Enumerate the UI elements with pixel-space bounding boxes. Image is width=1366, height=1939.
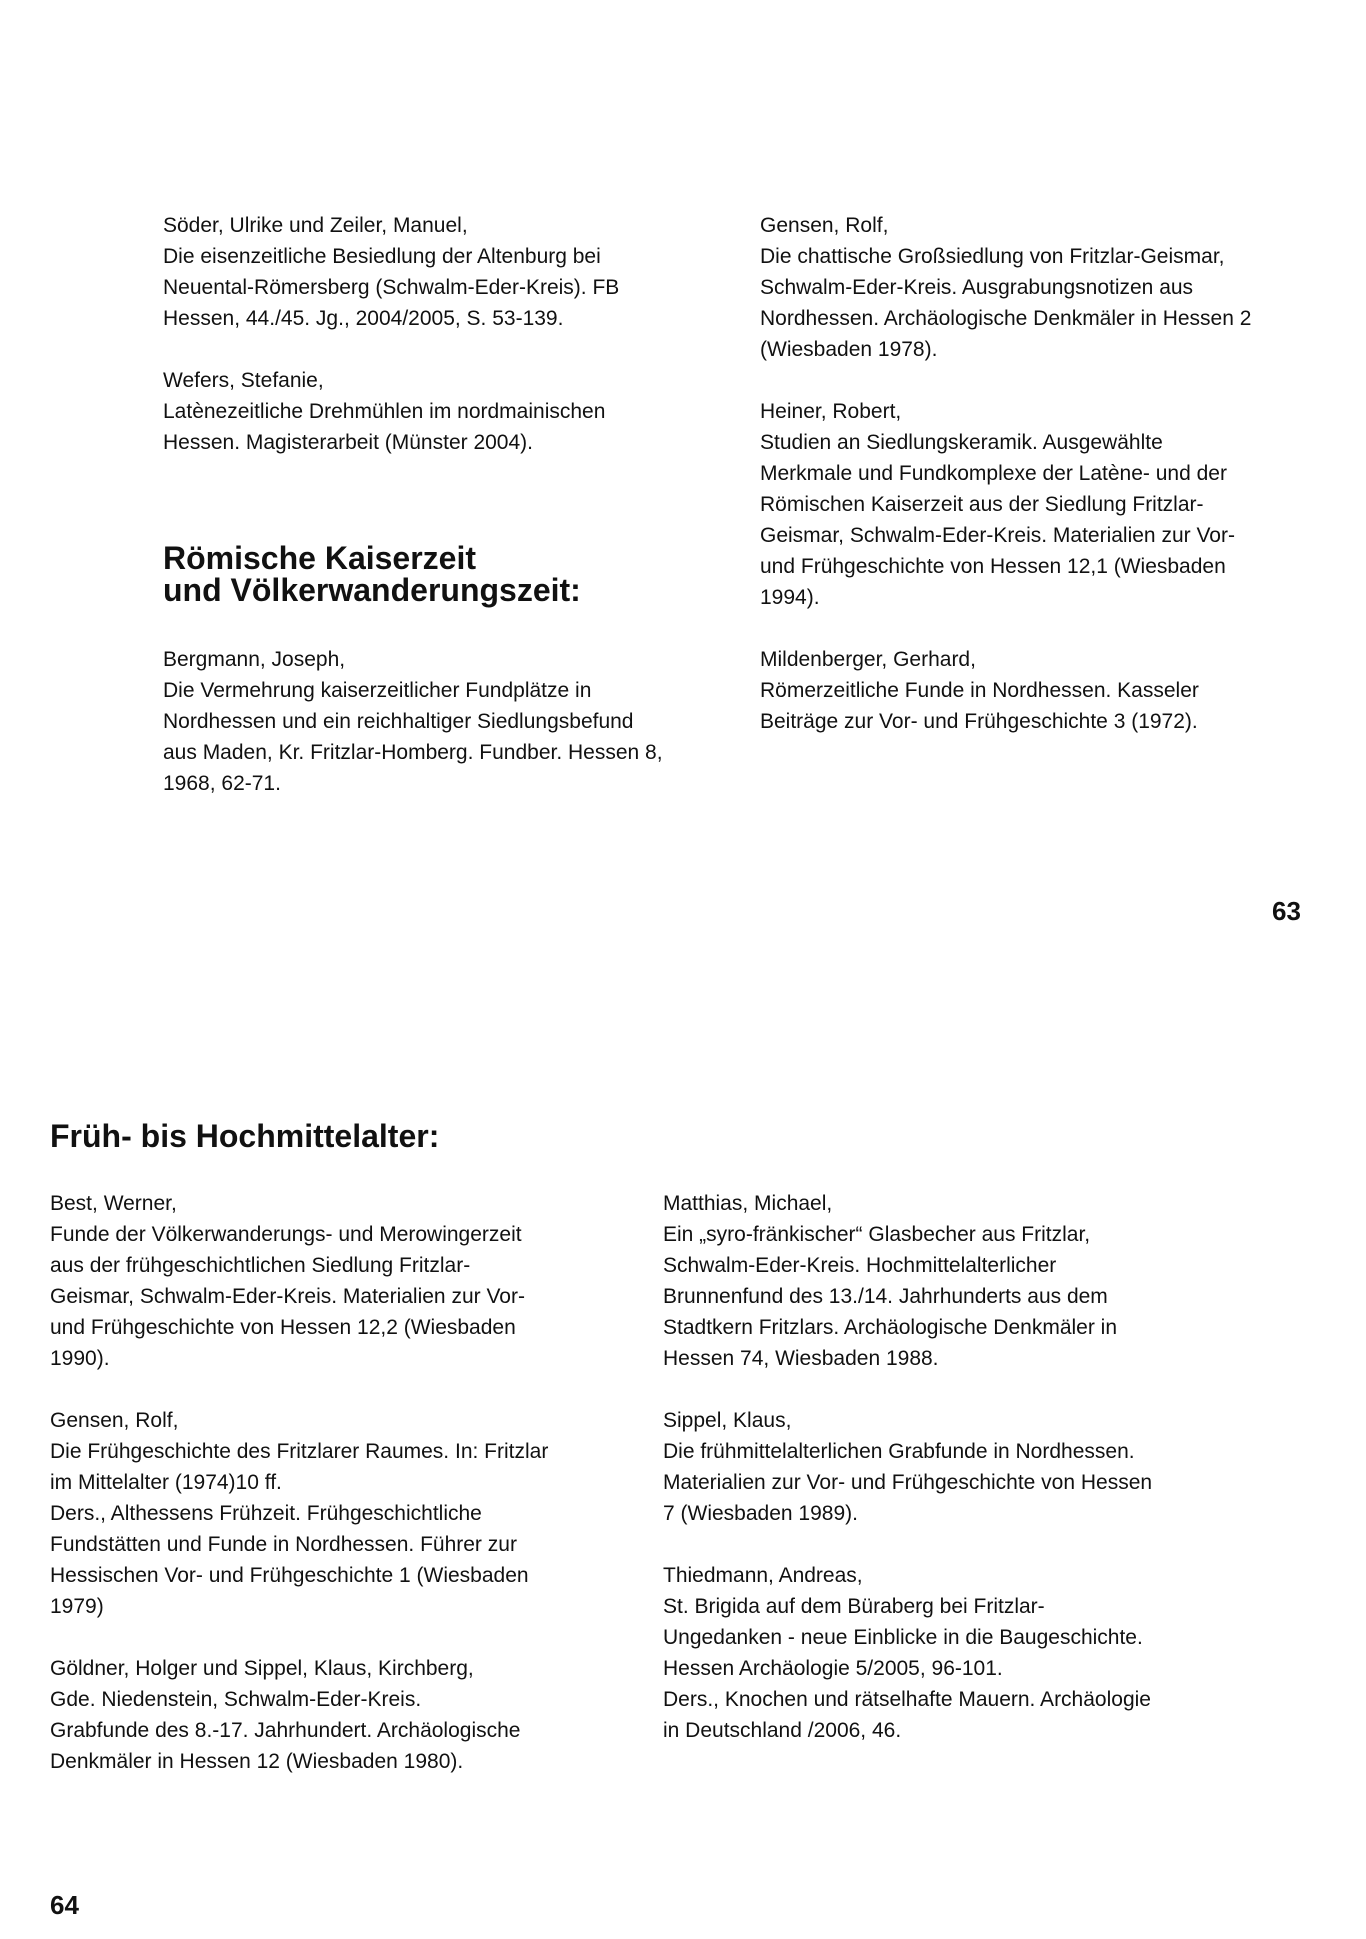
top-page-left-column-section [163, 644, 723, 830]
entry-line: Schwalm-Eder-Kreis. Ausgrabungsnotizen aus [760, 276, 1194, 299]
entry-line: aus Maden, Kr. Fritzlar-Homberg. Fundber. Hessen 8, [163, 741, 663, 764]
bibliography-entry-mildenberger [760, 644, 1320, 737]
entry-line: aus der frühgeschichtlichen Siedlung Fritzlar- [50, 1254, 471, 1277]
bibliography-entry-thiedmann [663, 1560, 1243, 1746]
bibliography-entry-best [50, 1188, 630, 1374]
top-page-left-column [163, 210, 723, 489]
entry-author: Mildenberger, Gerhard, [760, 648, 976, 671]
entry-line: und Frühgeschichte von Hessen 12,2 (Wiesbaden [50, 1316, 516, 1339]
entry-line: in Deutschland /2006, 46. [663, 1719, 902, 1742]
page-number: 63 [1272, 896, 1301, 926]
section-heading-roman-period [163, 542, 723, 606]
entry-line: Geismar, Schwalm-Eder-Kreis. Materialien zur Vor- [760, 524, 1235, 547]
entry-line: 7 (Wiesbaden 1989). [663, 1502, 858, 1525]
entry-line: Stadtkern Fritzlars. Archäologische Denkmäler in [663, 1316, 1118, 1339]
entry-line: St. Brigida auf dem Büraberg bei Fritzlar- [663, 1595, 1045, 1618]
entry-line: 1994). [760, 586, 820, 609]
entry-line: Römischen Kaiserzeit aus der Siedlung Fritzlar- [760, 493, 1204, 516]
section-heading-line: und Völkerwanderungszeit: [163, 572, 581, 608]
entry-line: 1968, 62-71. [163, 772, 281, 795]
entry-line: Ungedanken - neue Einblicke in die Baugeschichte. [663, 1626, 1143, 1649]
entry-author: Göldner, Holger und Sippel, Klaus, Kirchberg, [50, 1657, 474, 1680]
entry-line: Die chattische Großsiedlung von Fritzlar-Geismar, [760, 245, 1225, 268]
top-page-right-column [760, 210, 1320, 768]
entry-author: Sippel, Klaus, [663, 1409, 792, 1432]
entry-line: Nordhessen und ein reichhaltiger Siedlungsbefund [163, 710, 634, 733]
entry-line: Schwalm-Eder-Kreis. Hochmittelalterlicher [663, 1254, 1057, 1277]
entry-line: Studien an Siedlungskeramik. Ausgewählte [760, 431, 1163, 454]
entry-line: Merkmale und Fundkomplexe der Latène- und der [760, 462, 1227, 485]
bottom-page-right-column [663, 1188, 1243, 1777]
section-heading-medieval [50, 1120, 750, 1152]
entry-line: im Mittelalter (1974)10 ff. [50, 1471, 282, 1494]
entry-line: Materialien zur Vor- und Frühgeschichte von Hessen [663, 1471, 1153, 1494]
section-heading-line: Früh- bis Hochmittelalter: [50, 1118, 440, 1154]
bibliography-entry-soeder [163, 210, 723, 334]
entry-line: Ders., Althessens Frühzeit. Frühgeschichtliche [50, 1502, 482, 1525]
entry-line: Ders., Knochen und rätselhafte Mauern. Archäologie [663, 1688, 1151, 1711]
entry-line: Neuental-Römersberg (Schwalm-Eder-Kreis). FB [163, 276, 620, 299]
entry-line: Fundstätten und Funde in Nordhessen. Führer zur [50, 1533, 517, 1556]
entry-author: Wefers, Stefanie, [163, 369, 324, 392]
bibliography-entry-heiner [760, 396, 1320, 613]
entry-line: Funde der Völkerwanderungs- und Merowingerzeit [50, 1223, 522, 1246]
entry-line: 1990). [50, 1347, 110, 1370]
bibliography-entry-gensen-1974 [50, 1405, 630, 1622]
bottom-page-left-column [50, 1188, 630, 1808]
entry-line: Hessen Archäologie 5/2005, 96-101. [663, 1657, 1003, 1680]
entry-line: Ein „syro-fränkischer“ Glasbecher aus Fritzlar, [663, 1223, 1091, 1246]
section-heading-line: Römische Kaiserzeit [163, 540, 477, 576]
bibliography-entry-goeldner [50, 1653, 630, 1777]
entry-line: Die Vermehrung kaiserzeitlicher Fundplätze in [163, 679, 592, 702]
entry-line: Gde. Niedenstein, Schwalm-Eder-Kreis. [50, 1688, 422, 1711]
entry-author: Matthias, Michael, [663, 1192, 833, 1215]
entry-author: Heiner, Robert, [760, 400, 902, 423]
entry-line: 1979) [50, 1595, 104, 1618]
entry-line: Hessen. Magisterarbeit (Münster 2004). [163, 431, 533, 454]
entry-line: Grabfunde des 8.-17. Jahrhundert. Archäologische [50, 1719, 521, 1742]
entry-line: und Frühgeschichte von Hessen 12,1 (Wiesbaden [760, 555, 1226, 578]
entry-author: Thiedmann, Andreas, [663, 1564, 863, 1587]
entry-line: (Wiesbaden 1978). [760, 338, 938, 361]
entry-line: Hessen, 44./45. Jg., 2004/2005, S. 53-139. [163, 307, 564, 330]
bibliography-entry-matthias [663, 1188, 1243, 1374]
bibliography-entry-bergmann [163, 644, 723, 799]
entry-author: Gensen, Rolf, [50, 1409, 179, 1432]
entry-line: Beiträge zur Vor- und Frühgeschichte 3 (1972). [760, 710, 1198, 733]
entry-line: Denkmäler in Hessen 12 (Wiesbaden 1980). [50, 1750, 464, 1773]
entry-line: Die Frühgeschichte des Fritzlarer Raumes. In: Fritzlar [50, 1440, 549, 1463]
entry-line: Römerzeitliche Funde in Nordhessen. Kasseler [760, 679, 1199, 702]
entry-line: Hessischen Vor- und Frühgeschichte 1 (Wiesbaden [50, 1564, 529, 1587]
bibliography-entry-gensen-1978 [760, 210, 1320, 365]
bibliography-entry-sippel [663, 1405, 1243, 1529]
entry-author: Söder, Ulrike und Zeiler, Manuel, [163, 214, 468, 237]
entry-author: Best, Werner, [50, 1192, 177, 1215]
entry-line: Die frühmittelalterlichen Grabfunde in Nordhessen. [663, 1440, 1135, 1463]
entry-line: Brunnenfund des 13./14. Jahrhunderts aus dem [663, 1285, 1108, 1308]
entry-author: Bergmann, Joseph, [163, 648, 346, 671]
entry-line: Geismar, Schwalm-Eder-Kreis. Materialien zur Vor- [50, 1285, 525, 1308]
entry-author: Gensen, Rolf, [760, 214, 889, 237]
entry-line: Die eisenzeitliche Besiedlung der Altenburg bei [163, 245, 601, 268]
entry-line: Nordhessen. Archäologische Denkmäler in Hessen 2 [760, 307, 1252, 330]
bibliography-entry-wefers [163, 365, 723, 458]
page-number: 64 [50, 1890, 79, 1920]
entry-line: Latènezeitliche Drehmühlen im nordmainischen [163, 400, 606, 423]
entry-line: Hessen 74, Wiesbaden 1988. [663, 1347, 939, 1370]
